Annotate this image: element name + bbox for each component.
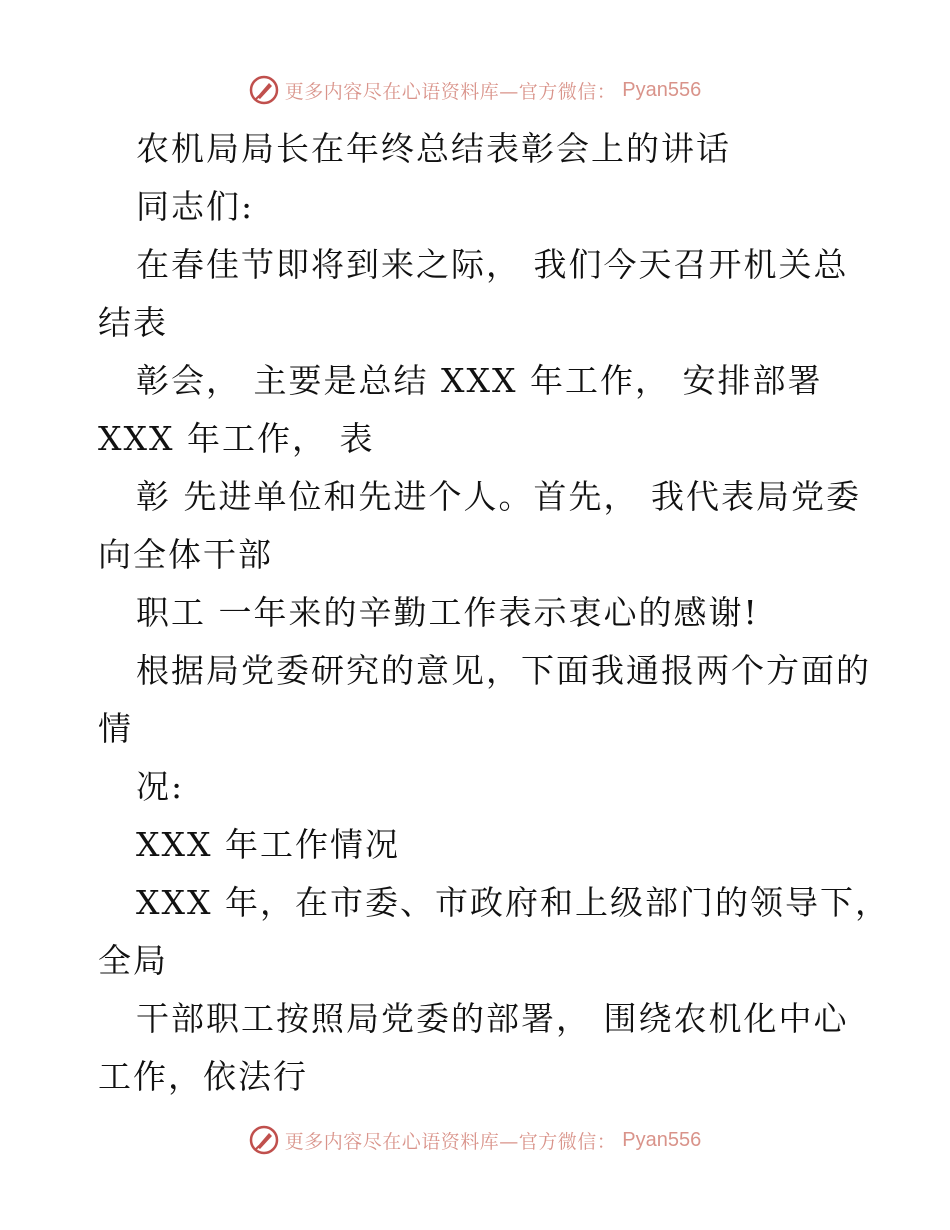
text-line: XXX 年，在市委、市政府和上级部门的领导下， [136,883,890,922]
text-line: 在春佳节即将到来之际， 我们今天召开机关总 [136,245,849,284]
watermark-text: 更多内容尽在心语资料库—官方微信： [284,80,617,103]
watermark-text: 更多内容尽在心语资料库—官方微信： [284,1130,617,1153]
text-line: 同志们: [136,187,255,226]
text-line: 情 [98,709,133,748]
watermark-account: Pyan556 [622,78,702,101]
text-line: 职工 一年来的辛勤工作表示衷心的感谢! [136,593,759,632]
document-body [98,120,890,1106]
text-line: 向全体干部 [98,535,273,574]
text-line: 干部职工按照局党委的部署， 围绕农机化中心 [136,999,849,1038]
quill-seal-icon [249,75,279,105]
text-line: 况: [136,767,185,806]
watermark-account: Pyan556 [622,1128,702,1151]
footer-watermark [0,1120,950,1160]
text-line: 全局 [98,941,168,980]
text-line: 结表 [98,303,168,342]
text-line: XXX 年工作， 表 [98,419,375,458]
text-line: 工作，依法行 [98,1057,308,1096]
header-watermark [0,70,950,110]
text-line: 彰 先进单位和先进个人。首先， 我代表局党委 [136,477,861,516]
text-line: 根据局党委研究的意见，下面我通报两个方面的 [136,651,871,690]
text-line: 农机局局长在年终总结表彰会上的讲话 [136,129,731,168]
text-line: 彰会， 主要是总结 XXX 年工作， 安排部署 [136,361,823,400]
text-line: XXX 年工作情况 [136,825,400,864]
quill-seal-icon [249,1125,279,1155]
